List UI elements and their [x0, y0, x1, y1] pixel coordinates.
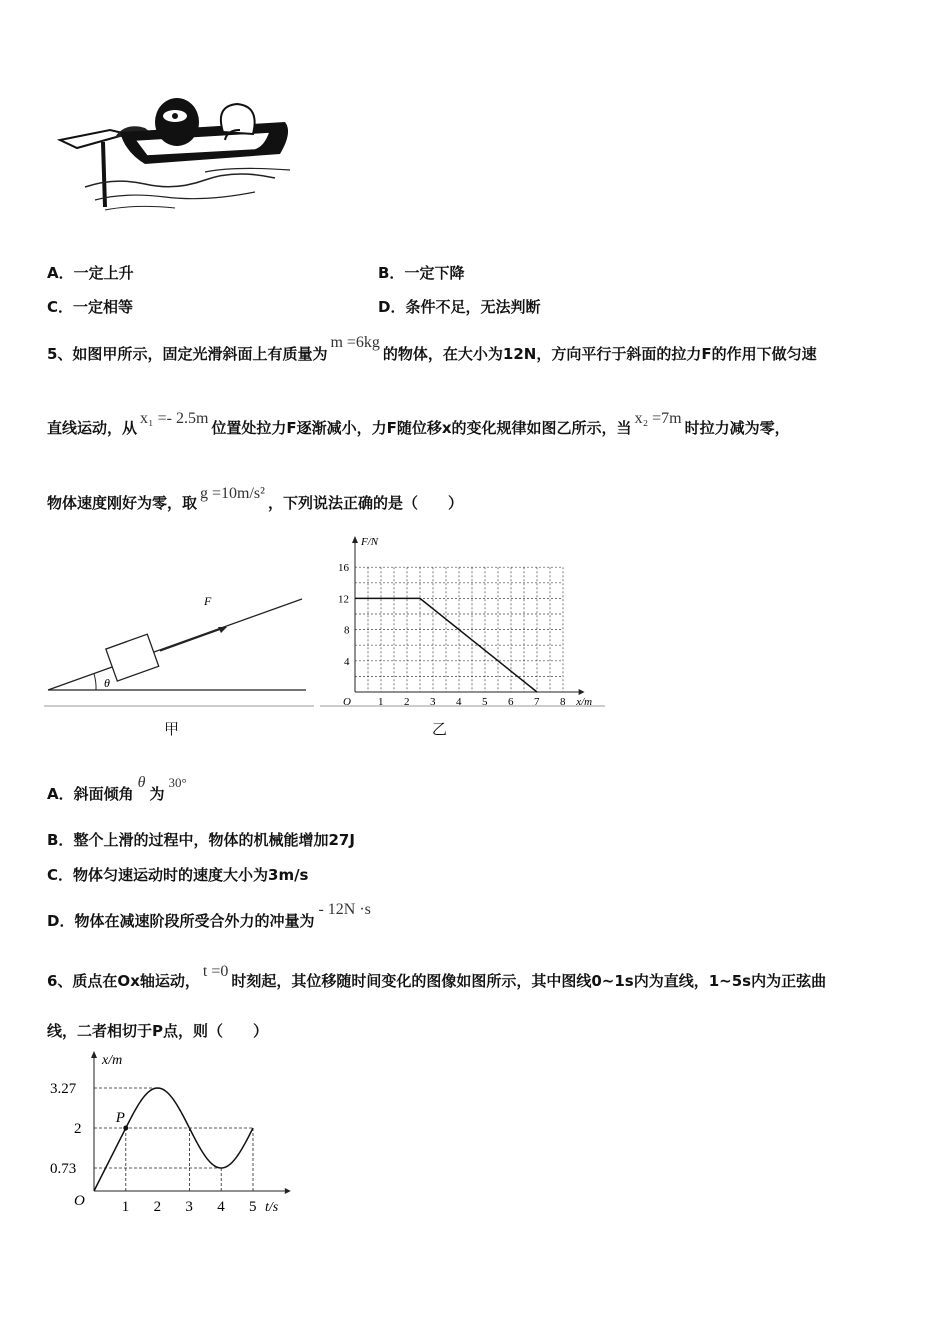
x-tick-label: 7	[534, 696, 540, 708]
q6-line1: 6、质点在Ox轴运动，t =0时刻起，其位移随时间变化的图像如图所示，其中图线0~1s内为直线，1~5s内为正弦曲	[47, 963, 827, 990]
mass-formula: m =6kg	[330, 334, 380, 351]
y-tick-label: 12	[338, 593, 349, 606]
y-axis-label: F/N	[361, 536, 379, 548]
position-time-chart	[44, 1048, 304, 1218]
origin-label: O	[74, 1193, 85, 1209]
x-tick-label: 5	[249, 1199, 257, 1215]
x-tick-label: 5	[482, 696, 488, 708]
t-formula: t =0	[202, 963, 229, 980]
figure-caption-yi: 乙	[432, 720, 448, 738]
q5-option-b[interactable]: B．整个上滑的过程中，物体的机械能增加27J	[47, 831, 355, 849]
position-series-curve	[94, 1088, 253, 1191]
x-tick-label: 2	[153, 1199, 162, 1215]
y-tick-label: 8	[344, 624, 350, 637]
q5-option-d[interactable]: D．物体在减速阶段所受合外力的冲量为- 12N ·s	[47, 901, 371, 930]
option-a[interactable]: A．一定上升	[47, 264, 134, 282]
x-tick-label: 1	[121, 1199, 130, 1215]
q5-line1: 5、如图甲所示，固定光滑斜面上有质量为m =6kg的物体，在大小为12N，方向平行于斜面的拉力F的作用下做匀速	[47, 334, 817, 363]
figure-caption-jia: 甲	[164, 720, 180, 738]
y-axis-label: x/m	[102, 1053, 123, 1068]
point-p-marker	[123, 1126, 128, 1131]
option-c[interactable]: C．一定相等	[47, 298, 134, 316]
y-tick-label: 0.73	[50, 1161, 77, 1178]
incline-diagram	[44, 585, 314, 710]
origin-label: O	[343, 696, 351, 708]
force-label: F	[204, 594, 212, 608]
x-axis-arrow	[579, 689, 585, 695]
x1-formula: x₁ =- 2.5m	[140, 410, 209, 427]
x2-formula: x₂ =7m	[634, 410, 682, 427]
y-axis-arrow	[91, 1051, 97, 1058]
x-tick-label: 8	[560, 696, 566, 708]
q5-option-c[interactable]: C．物体匀速运动时的速度大小为3m/s	[47, 866, 309, 884]
option-b[interactable]: B．一定下降	[378, 264, 465, 282]
x-tick-label: 1	[378, 696, 384, 708]
boat-illustration	[55, 92, 300, 222]
y-tick-label: 4	[344, 655, 350, 668]
point-p-label: P	[115, 1110, 125, 1126]
y-tick-label: 3.27	[50, 1080, 77, 1097]
q6-line2: 线，二者相切于P点，则（ ）	[47, 1022, 268, 1040]
force-displacement-chart	[320, 532, 605, 712]
q5-line2: 直线运动，从x₁ =- 2.5m位置处拉力F逐渐减小，力F随位移x的变化规律如图乙所示，当x₂ =7m时拉力减为零，	[47, 410, 790, 437]
g-formula: g =10m/s²	[200, 485, 265, 502]
angle-label: θ	[104, 676, 110, 690]
x-tick-label: 3	[430, 696, 436, 708]
q5-line3: 物体速度刚好为零，取g =10m/s²，下列说法正确的是（ ）	[47, 485, 463, 512]
x-tick-label: 4	[217, 1199, 225, 1215]
x-axis-label: x/m	[576, 696, 593, 708]
x-tick-label: 2	[404, 696, 410, 708]
x-tick-label: 3	[185, 1199, 193, 1215]
x-tick-label: 6	[508, 696, 514, 708]
y-tick-label: 2	[74, 1121, 82, 1137]
y-tick-label: 16	[338, 562, 349, 575]
x-axis-label: t/s	[265, 1200, 279, 1215]
x-axis-arrow	[285, 1188, 291, 1194]
option-d[interactable]: D．条件不足，无法判断	[378, 298, 541, 316]
x-tick-label: 4	[456, 696, 462, 708]
y-axis-arrow	[352, 536, 358, 543]
q5-option-a[interactable]: A．斜面倾角θ为30°	[47, 774, 187, 803]
